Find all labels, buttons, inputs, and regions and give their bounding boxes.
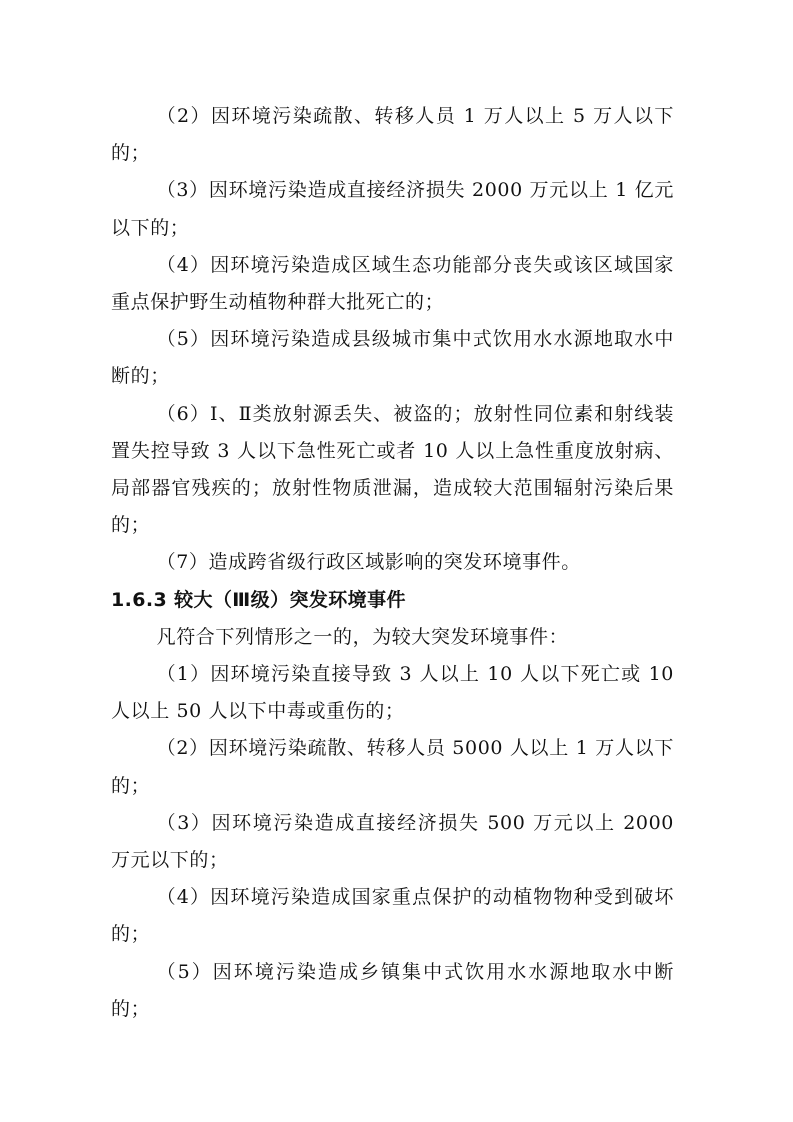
- paragraph-evacuation-major: （2）因环境污染疏散、转移人员 1 万人以上 5 万人以下的；: [111, 105, 674, 165]
- paragraph-water-source-township: （5）因环境污染造成乡镇集中式饮用水水源地取水中断的；: [111, 960, 674, 1020]
- section-intro: 凡符合下列情形之一的，为较大突发环境事件：: [156, 625, 569, 648]
- paragraph-evacuation-larger: （2）因环境污染疏散、转移人员 5000 人以上 1 万人以下的；: [111, 737, 674, 797]
- paragraph-radiation-source: （6）Ⅰ、Ⅱ类放射源丢失、被盗的；放射性同位素和射线装置失控导致 3 人以下急性死亡或者 10 人以上急性重度放射病、局部器官残疾的；放射性物质泄漏，造成较大范围辐射污染后果的；: [111, 402, 674, 537]
- section-heading-1-6-3: 1.6.3 较大（Ⅲ级）突发环境事件: [111, 588, 406, 611]
- paragraph-economic-loss-major: （3）因环境污染造成直接经济损失 2000 万元以上 1 亿元以下的；: [111, 179, 674, 239]
- paragraph-cross-province: （7）造成跨省级行政区域影响的突发环境事件。: [156, 551, 581, 574]
- paragraph-ecological-damage-major: （4）因环境污染造成区域生态功能部分丧失或该区域国家重点保护野生动植物种群大批死亡的；: [111, 253, 674, 314]
- paragraph-water-source-county: （5）因环境污染造成县级城市集中式饮用水水源地取水中断的；: [111, 328, 674, 388]
- document-body: [111, 98, 674, 1028]
- paragraph-casualties-larger: （1）因环境污染直接导致 3 人以上 10 人以下死亡或 10 人以上 50 人以下中毒或重伤的；: [111, 663, 674, 723]
- paragraph-protected-species: （4）因环境污染造成国家重点保护的动植物物种受到破坏的；: [111, 886, 674, 946]
- paragraph-economic-loss-larger: （3）因环境污染造成直接经济损失 500 万元以上 2000 万元以下的；: [111, 811, 674, 872]
